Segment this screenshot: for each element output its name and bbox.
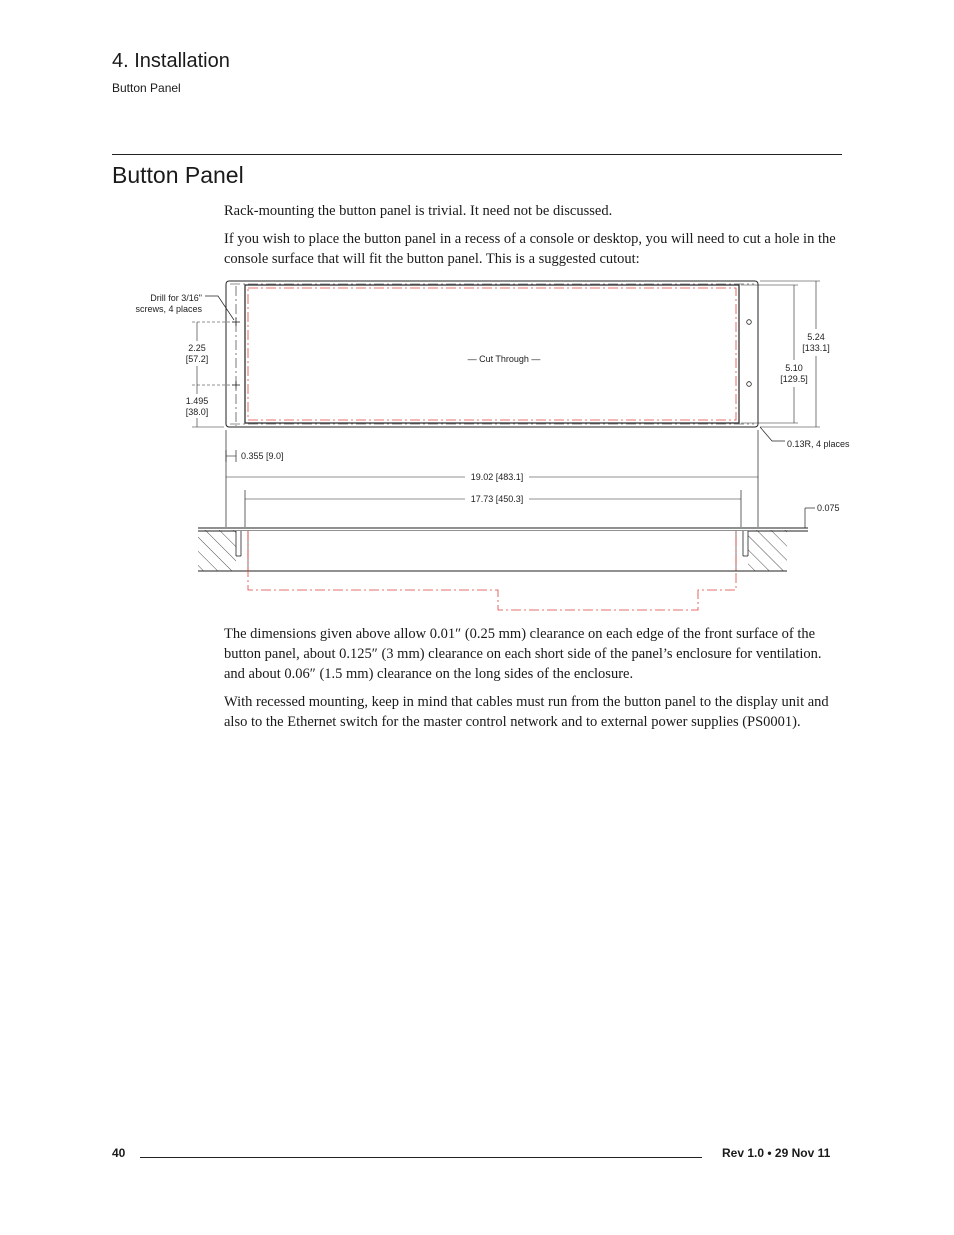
dim-5-10: 5.10 (785, 363, 803, 373)
footer-rule (140, 1157, 702, 1158)
header-rule (112, 154, 842, 155)
dim-5-24-mm: [133.1] (802, 343, 830, 353)
drill-note-line2: screws, 4 places (135, 304, 202, 314)
screw-hole-right-bottom (747, 382, 752, 387)
hatch-left (198, 530, 236, 571)
section-title: Button Panel (112, 162, 244, 188)
paragraph-clearance: The dimensions given above allow 0.01″ (0.25 mm) clearance on each edge of the front surface of the button panel, about 0.125″ (3 mm) clearance on each short side of the panel’s enclosure for ventilation. and about 0.06″ (1.5 mm) clearance on the long sides of the enclosure. (224, 626, 822, 682)
dim-2-25-mm: [57.2] (185, 354, 209, 364)
dim-5-24: 5.24 (807, 332, 825, 342)
corner-radius-note: 0.13R, 4 places (787, 439, 850, 449)
paragraph-cutout: If you wish to place the button panel in a recess of a console or desktop, you will need to cut a hole in the console surface that will fit the button panel. This is a suggested cutout: (224, 231, 836, 267)
screw-hole-right-top (747, 320, 752, 325)
hatch-right (748, 530, 787, 571)
cutout-diagram (0, 270, 954, 620)
cut-through-label: — Cut Through — (467, 354, 541, 364)
dim-17-73: 17.73 [450.3] (470, 494, 524, 504)
drill-note: Drill for 3/16" (150, 293, 202, 303)
paragraph-intro: Rack-mounting the button panel is trivial. It need not be discussed. (224, 203, 613, 219)
section-gap (236, 531, 748, 571)
page-number: 40 (112, 1146, 126, 1160)
corner-leader (760, 427, 785, 441)
dim-1-495: 1.495 (185, 396, 209, 406)
dim-0-355: 0.355 [9.0] (241, 451, 284, 461)
dim-19-02: 19.02 [483.1] (470, 472, 524, 482)
dim-5-10-mm: [129.5] (780, 374, 808, 384)
dim-1-495-mm: [38.0] (185, 407, 209, 417)
drill-leader (205, 296, 234, 320)
paragraph-cabling: With recessed mounting, keep in mind that cables must run from the button panel to the display unit and also to the Ethernet switch for the master control network and to external power supplies (PS0001). (224, 694, 829, 730)
revision-label: Rev 1.0 • 29 Nov 11 (722, 1146, 831, 1160)
chapter-subtitle: Button Panel (112, 81, 181, 95)
dim-2-25: 2.25 (188, 343, 206, 353)
thickness-note: 0.075 (817, 503, 840, 513)
chapter-title: 4. Installation (112, 50, 230, 72)
